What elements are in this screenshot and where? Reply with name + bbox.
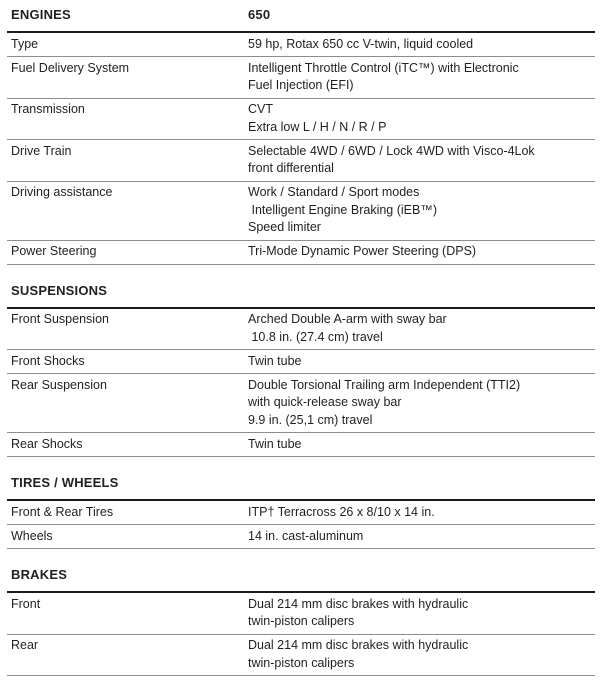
spec-value [248, 504, 595, 522]
spec-value [248, 353, 595, 371]
spec-value [248, 60, 595, 95]
spec-value [248, 143, 595, 178]
spec-value-line: Speed limiter [248, 220, 321, 234]
spec-value-line: front differential [248, 161, 334, 175]
spec-value-line: twin-piston calipers [248, 614, 355, 628]
spec-row [7, 525, 595, 549]
spec-row [7, 635, 595, 677]
spec-value [248, 36, 595, 54]
spec-value-line: Tri-Mode Dynamic Power Steering (DPS) [248, 244, 477, 258]
spec-value-line: with quick-release sway bar [248, 395, 402, 409]
spec-value [248, 311, 595, 346]
spec-label: Rear Shocks [11, 436, 83, 451]
spec-label: Front Shocks [11, 353, 85, 368]
spec-label: Front Suspension [11, 312, 109, 326]
spec-value-line: twin-piston calipers [248, 655, 355, 670]
spec-row [7, 182, 595, 241]
spec-value-line: Dual 214 mm disc brakes with hydraulic [248, 638, 469, 652]
spec-row [7, 593, 595, 635]
section-title: ENGINES [11, 7, 71, 22]
spec-row [7, 501, 595, 525]
section-brakes [7, 567, 595, 676]
spec-value-line: Fuel Injection (EFI) [248, 78, 354, 92]
section-title: TIRES / WHEELS [11, 475, 119, 490]
spec-value-line: Intelligent Engine Braking (iEB™) [248, 202, 437, 217]
section-suspensions [7, 283, 595, 458]
column-header-model: 650 [248, 7, 271, 22]
spec-value-line: 59 hp, Rotax 650 cc V-twin, liquid cooled [248, 36, 474, 51]
spec-value [248, 377, 595, 430]
spec-value-line: 10.8 in. (27.4 cm) travel [248, 329, 383, 344]
spec-row [7, 140, 595, 182]
spec-row [7, 57, 595, 99]
spec-label: Rear Suspension [11, 377, 107, 392]
spec-row [7, 99, 595, 141]
spec-row [7, 350, 595, 374]
spec-row [7, 241, 595, 265]
spec-value-line: Selectable 4WD / 6WD / Lock 4WD with Visco-4Lok [248, 143, 535, 158]
spec-label: Front & Rear Tires [11, 504, 114, 519]
spec-value-line: 9.9 in. (25,1 cm) travel [248, 412, 373, 427]
spec-label: Drive Train [11, 143, 72, 158]
spec-label: Type [11, 36, 39, 51]
spec-row [7, 309, 595, 351]
spec-value-line: Twin tube [248, 436, 302, 451]
spec-value-line: ITP† Terracross 26 x 8/10 x 14 in. [248, 504, 435, 519]
spec-value-line: CVT [248, 102, 273, 116]
spec-value [248, 436, 595, 454]
spec-value-line: Double Torsional Trailing arm Independent (TTI2) [248, 377, 521, 392]
section-header [7, 475, 595, 501]
section-tires-wheels [7, 475, 595, 549]
spec-value [248, 243, 595, 261]
spec-row [7, 33, 595, 57]
spec-label: Driving assistance [11, 185, 113, 199]
spec-label: Fuel Delivery System [11, 60, 130, 75]
spec-value-line: Work / Standard / Sport modes [248, 185, 420, 199]
section-header [7, 567, 595, 593]
spec-row [7, 433, 595, 457]
spec-value-line: Arched Double A-arm with sway bar [248, 312, 447, 326]
spec-value-line: 14 in. cast-aluminum [248, 528, 364, 543]
section-header [7, 7, 595, 33]
spec-label: Wheels [11, 528, 53, 543]
spec-label: Rear [11, 638, 39, 652]
spec-value-line: Extra low L / H / N / R / P [248, 119, 387, 134]
spec-value [248, 101, 595, 136]
spec-value [248, 637, 595, 672]
section-header [7, 283, 595, 309]
spec-row [7, 374, 595, 433]
spec-value-line: Dual 214 mm disc brakes with hydraulic [248, 596, 469, 611]
section-title: BRAKES [11, 567, 68, 582]
spec-value [248, 528, 595, 546]
section-engines [7, 7, 595, 265]
spec-value-line: Twin tube [248, 353, 302, 368]
spec-value [248, 596, 595, 631]
spec-value-line: Intelligent Throttle Control (iTC™) with Electronic [248, 60, 519, 75]
spec-sheet [7, 7, 595, 676]
spec-label: Transmission [11, 102, 85, 116]
spec-label: Power Steering [11, 244, 97, 258]
spec-label: Front [11, 596, 41, 611]
spec-value [248, 184, 595, 237]
section-title: SUSPENSIONS [11, 282, 108, 298]
